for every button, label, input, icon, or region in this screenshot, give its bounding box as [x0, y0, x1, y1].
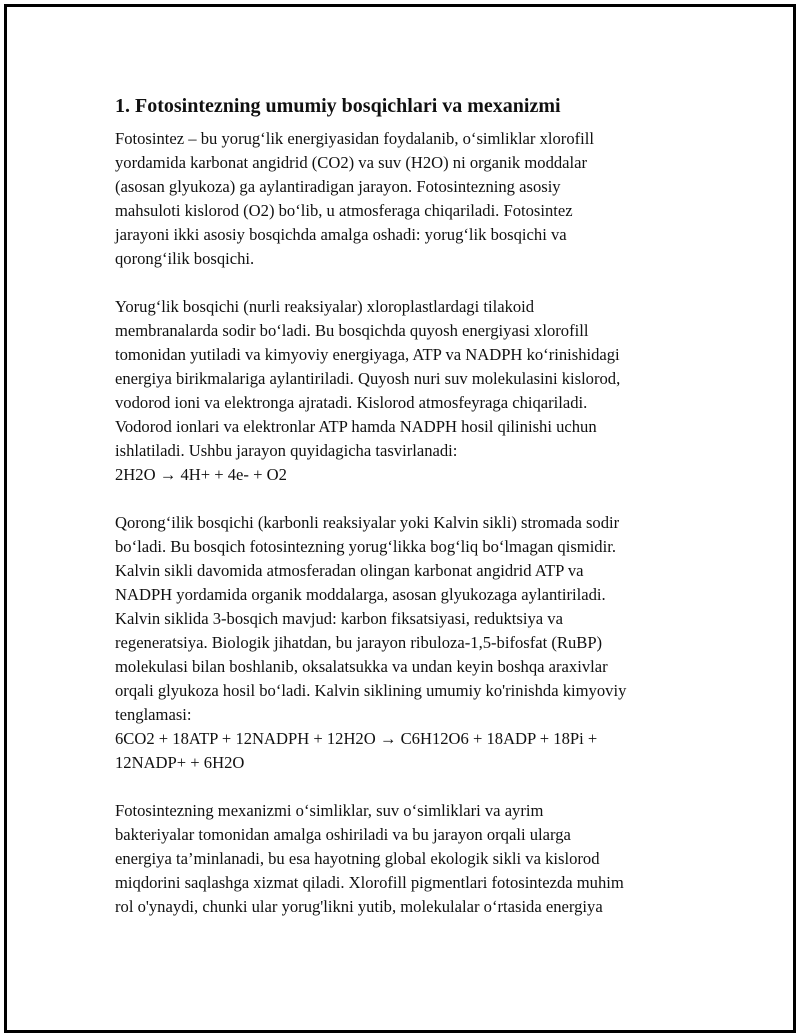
section-heading: 1. Fotosintezning umumiy bosqichlari va mexanizmi	[115, 95, 561, 117]
text-line: Yorug‘lik bosqichi (nurli reaksiyalar) xloroplastlardagi tilakoid	[115, 297, 535, 316]
text-line: energiya ta’minlanadi, bu esa hayotning global ekologik sikli va kislorod	[115, 849, 600, 868]
text-line: Qorong‘ilik bosqichi (karbonli reaksiyalar yoki Kalvin sikli) stromada sodir	[115, 513, 620, 532]
paragraph-light-stage	[115, 295, 695, 487]
equation-line: 2H2O → 4H+ + 4e- + O2	[115, 465, 287, 484]
text-line: molekulasi bilan boshlanib, oksalatsukka va undan keyin boshqa araxivlar	[115, 657, 608, 676]
paragraph-intro	[115, 127, 695, 271]
text-line: regeneratsiya. Biologik jihatdan, bu jarayon ribuloza-1,5-bifosfat (RuBP)	[115, 633, 603, 652]
text-line: Fotosintez – bu yorug‘lik energiyasidan foydalanib, o‘simliklar xlorofill	[115, 129, 594, 148]
text-line: Kalvin siklida 3-bosqich mavjud: karbon fiksatsiyasi, reduktsiya va	[115, 609, 563, 628]
text-line: rol o'ynaydi, chunki ular yorug'likni yutib, molekulalar o‘rtasida energiya	[115, 897, 603, 916]
text-line: qorong‘ilik bosqichi.	[115, 249, 255, 268]
paragraph-dark-stage	[115, 511, 695, 775]
text-line: Fotosintezning mexanizmi o‘simliklar, suv o‘simliklari va ayrim	[115, 801, 544, 820]
text-line: NADPH yordamida organik moddalarga, asosan glyukozaga aylantiriladi.	[115, 585, 606, 604]
text-line: membranalarda sodir bo‘ladi. Bu bosqichda quyosh energiyasi xlorofill	[115, 321, 589, 340]
paragraph-mechanism	[115, 799, 695, 919]
text-line: tomonidan yutiladi va kimyoviy energiyaga, ATP va NADPH ko‘rinishidagi	[115, 345, 620, 364]
text-line: ishlatiladi. Ushbu jarayon quyidagicha tasvirlanadi:	[115, 441, 458, 460]
text-line: tenglamasi:	[115, 705, 192, 724]
text-line: energiya birikmalariga aylantiriladi. Quyosh nuri suv molekulasini kislorod,	[115, 369, 621, 388]
equation-line: 12NADP+ + 6H2O	[115, 753, 245, 772]
text-line: Kalvin sikli davomida atmosferadan olingan karbonat angidrid ATP va	[115, 561, 584, 580]
text-line: miqdorini saqlashga xizmat qiladi. Xlorofill pigmentlari fotosintezda muhim	[115, 873, 624, 892]
text-line: orqali glyukoza hosil bo‘ladi. Kalvin siklining umumiy ko'rinishda kimyoviy	[115, 681, 627, 700]
text-line: bakteriyalar tomonidan amalga oshiriladi va bu jarayon orqali ularga	[115, 825, 571, 844]
text-line: yordamida karbonat angidrid (CO2) va suv (H2O) ni organik moddalar	[115, 153, 588, 172]
text-line: Vodorod ionlari va elektronlar ATP hamda NADPH hosil qilinishi uchun	[115, 417, 597, 436]
text-line: bo‘ladi. Bu bosqich fotosintezning yorug‘likka bog‘liq bo‘lmagan qismidir.	[115, 537, 616, 556]
text-line: vodorod ioni va elektronga ajratadi. Kislorod atmosfeyraga chiqariladi.	[115, 393, 588, 412]
document-body	[115, 92, 695, 943]
text-line: mahsuloti kislorod (O2) bo‘lib, u atmosferaga chiqariladi. Fotosintez	[115, 201, 573, 220]
equation-line: 6CO2 + 18ATP + 12NADPH + 12H2O → C6H12O6 + 18ADP + 18Pi +	[115, 729, 598, 748]
text-line: jarayoni ikki asosiy bosqichda amalga oshadi: yorug‘lik bosqichi va	[115, 225, 567, 244]
text-line: (asosan glyukoza) ga aylantiradigan jarayon. Fotosintezning asosiy	[115, 177, 561, 196]
